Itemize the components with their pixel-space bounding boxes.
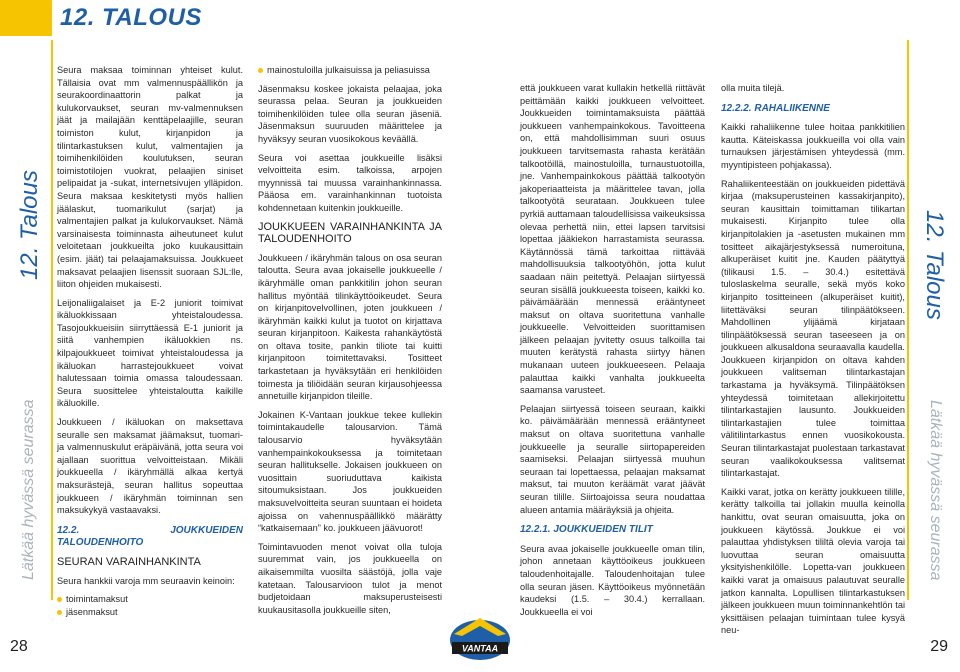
- column-2: [258, 64, 442, 622]
- paragraph: Jokainen K-Vantaan joukkue tekee kullekin toimintakaudelle talousarvion. Tämä talousarvio hyväksytään vanhempainkokouksessa ja toimitetaan seuran hallitukselle. Jokaisen joukkueen on vuosittain suoriuduttava kaikista sitoumuksistaan. Jos joukkueiden maksuvelvoitteita seuran suuntaan ei hoideta ajoissa on vahennuspäällikkö määrätty “katkaisemaan” ko. joukkueen jäävuorot!: [258, 409, 442, 534]
- paragraph: Kaikki rahaliikenne tulee hoitaa pankkitilien kautta. Käteiskassa joukkueilla voi olla vain turnauksen järjestämisen yhteydessä (mm. myyntipisteen pohjakassa).: [721, 122, 905, 170]
- right-side-strip: [914, 40, 954, 600]
- paragraph: Seura avaa jokaiselle joukkueelle oman tilin, johon annetaan käyttöoikeus joukkueen taloudenhoitajalle. Taloudenhoitajan tulee olla seuran jäsen. Käyttöoikeus myönnetään kaudeksi (1.5. – 30.4.) kerrallaan. Joukkueella ei voi: [520, 543, 705, 617]
- list-item: toimintamaksut: [57, 593, 243, 606]
- paragraph: Leijonaliigalaiset ja E-2 juniorit toimivat ikäluokkissaan yhteistaloudessa. Tasojoukkueisiin siirryttäessä E-1 juniorit ja siitä vanhempien ikäluokkien ns. kilpajoukkueet toimivat yhteistaloudessa ja ikäluokan harrastejoukkueet voivat halutessaan toimia omassa taloudessaan. Seura suosittelee yhteistaloutta kaikille ikäluokille.: [57, 297, 243, 409]
- left-side-strip: [8, 40, 48, 600]
- list-item: mainostuloilla julkaisuissa ja peliasuissa: [258, 64, 442, 77]
- side-chapter-right: 12. Talous: [921, 210, 948, 320]
- subsection-heading: JOUKKUEEN VARAINHANKINTA JA TALOUDENHOITO: [258, 220, 442, 246]
- column-3: [520, 82, 705, 624]
- section-heading: 12.2.1. JOUKKUEIDEN TILIT: [520, 524, 653, 536]
- paragraph: Seura voi asettaa joukkueille lisäksi velvoitteita esim. talkoissa, arpojen myynnissä tai muussa varainhankinnassa. Pääosa em. varainhankinnan tuotoista kohdennetaan kuitenkin joukkueille.: [258, 152, 442, 213]
- page-number-left: 28: [10, 638, 28, 655]
- paragraph: Jäsenmaksu koskee jokaista pelaajaa, joka seurassa pelaa. Seuran ja joukkueiden toimihenkilöiden tulee olla seuran jäseniä. Jäsenmaksun suuruuden määrittelee ja hyväksyy seuran vuosikokous keväällä.: [258, 83, 442, 144]
- section-heading: 12.2.2. RAHALIIKENNE: [721, 102, 830, 114]
- paragraph: Kaikki varat, jotka on kerätty joukkueen tilille, kerätty talkoilla tai jollakin muulla keinolla hankittu, ovat seuran omaisuutta, joka on joukkueen käytössä. Joukkue ei voi palauttaa yhdistyksen tililtä olevia varoja tai luovuttaa seuran omaisuutta yksityishenkilölle. Lopetta-van joukkueen kaikki varat ja omaisuus palautuvat seuralle jatkon kannalta. Lopullisen tilintarkastuksen jälkeen joukkueen muun toiminnankehtlön tai yksittäisen pelaajan tuimintaan tulee kysyä neu-: [721, 486, 905, 636]
- list-item: jäsenmaksut: [57, 606, 243, 619]
- page-number-right: 29: [930, 638, 948, 655]
- paragraph: Rahaliikenteestään on joukkueiden pidettävä kirjaa (maksuperusteinen kassakirjanpito), seuran kausittain toimittaman tilikartan mukaisesti. Kirjanpito tulee olla kirjanpitolakien ja -asetusten mukainen mm tositteet aikajärjestyksessä numeroituna, alkuperäiset kuitit jne. Kauden päätyttyä (tilikausi 1.5. – 30.4.) esitettävä tuloslaskelma seuralle, sekä myös koko kirjanpito tositteineen (alkuperäiset kuitit), liitettäväksi seuran tilinpäätökseen. Mahdollinen ylijäämä kirjataan tilinpäätöksessä seuran taseeseen ja on joukkueen alkusaldona seuraavalla kaudella. Joukkueen kirjanpidon on oltava kahden joukkueen valitseman tilintarkastajan tarkastama ja hyväksymä. Tilinpäätöksen yhteydessä toimitetaan allekirjoitettu tilintarkastajien lausunto. Joukkueiden tilintarkastajien tulee toimittaa välitilintarkastus ennen vuosikokousta. Seuran tilintarkastajat puolestaan tarkastavat seuran vaalikokouksessa valitsemat tilintarkastajat.: [721, 178, 905, 479]
- paragraph: Seura hankkii varoja mm seuraavin keinoin:: [57, 575, 235, 586]
- bullet-list: [258, 64, 442, 77]
- header-color-band: [0, 0, 52, 36]
- top-bar: [0, 0, 960, 36]
- subsection-heading: SEURAN VARAINHANKINTA: [57, 555, 201, 568]
- paragraph: Toimintavuoden menot voivat olla tuloja suuremmat vain, jos joukkueella on aikaisemmilta vuosilta säästöjä, jolla vaje katetaan. Talousarvioon tulot ja menot budjetoidaan maksuperusteisesti kuukausitasolla joukkueille siten,: [258, 541, 442, 615]
- chapter-heading: 12. TALOUS: [60, 4, 202, 31]
- bullet-list: [57, 593, 243, 618]
- column-1: [57, 64, 243, 624]
- paragraph: Seura maksaa toiminnan yhteiset kulut. Tällaisia ovat mm valmennuspäällikön ja seurakoordinaattorin palkat ja kulukorvaukset, seuran mv-valmennuksen jäät ja mailajään kenttäpelaajille, seuran toimiston kulut, kirjanpidon ja tilintarkastuksen kulut, valmentajien ja toimihenkilöiden koulutuksen, seuran toimistotilojen vuokrat, pelaajien siniset pelipaidat ja -sukat, internetsivujen ylläpidon. Seura maksaa keskitetysti myös hallien jäälaskut, tuomarikulut (sarjat) ja valmentajien palkat ja kulukorvaukset. Nämä varsinaisesta toiminnasta aiheutuneet kulut veloitetaan joukkueilta joko kuukausittain (esim. jäät) tai pelaajamaksuissa. Joukkueet maksavat pelaajien lisenssit suoraan SJL:lle, liiton ohjeiden mukaisesti.: [57, 65, 243, 290]
- column-4: [721, 82, 905, 643]
- logo-text: VANTAA: [461, 643, 499, 654]
- side-chapter-left: 12. Talous: [16, 170, 43, 280]
- paragraph: Joukkueen / ikäluokan on maksettava seuralle sen maksamat jäämaksut, tuomari- ja valmennuskulut eräpäivänä, jotta seura voi ajallaan suorittua velvoitteistaan. Mikäli joukkueella / ikäryhmällä alkaa kertyä maksurästejä, seuran hallitus sopeuttaa joukkueen / ikäryhmän toiminnan sen maksukykyä vastaavaksi.: [57, 417, 243, 516]
- vantaa-logo: [440, 612, 520, 664]
- paragraph: Joukkueen / ikäryhmän talous on osa seuran taloutta. Seura avaa jokaiselle joukkueelle / ikäryhmälle oman pankkitilin johon seuran hallitus myöntää tilinkäyttöoikeudet. Seura on kirjanpitovelvollinen, joten joukkueen / ikäryhmän kaikki kulut ja tuotot on kirjattava seuran kirjanpitoon. Kaikesta rahankäytöstä on oltava tosite, pankin tiliote tai kuitti kirjanpitoon toimitettavaksi. Tositteet tarkastetaan ja hyväksytään eri henkilöiden toimesta ja tiliöidään seuran kirjausohjeessa annetuille kirjanpidon tileille.: [258, 252, 442, 402]
- paragraph: Pelaajan siirtyessä toiseen seuraan, kaikki ko. päivämäärään mennessä erääntyneet maksut on oltava suoritettuna vanhalle joukkueelle ja seuralle siirtopapereiden saamiseksi. Pelaajan siirtyessä muuhun seuraan tai lopettaessa, pelaajan maksamat maksut, tai muuton keräämät varat jäävät seuran tilille. Siirtoajoissa seura noudattaa alueen antamia määräyksiä ja ohjeita.: [520, 403, 705, 515]
- right-divider: [907, 40, 909, 600]
- side-motto-left: Lätkää hyvässä seurassa: [20, 399, 37, 580]
- section-heading: 12.2. JOUKKUEIDEN TALOUDENHOITO: [57, 524, 243, 549]
- paragraph: olla muita tilejä.: [721, 83, 785, 93]
- left-divider: [51, 40, 53, 600]
- paragraph: että joukkueen varat kullakin hetkellä riittävät peittämään kaikki joukkueen velvoitteet. Joukkueiden toimintamaksuista päättää joukkueen vanhempainkokous. Tavoitteena on, että mahdollisimman suuri osuus joukkueen tarvitsemasta rahasta kerätään talkootöillä, mainostuloilla, turnaustuotoilla, jne. Vanhempainkokous päättää talkootyön jakoperiaatteista ja määrittelee tavan, jolla talkootyötä seurataan. Joukkueen tulee pyrkiä auttamaan taloudellisissa vaikeuksissa olevaa perhettä niin, ettei lapsen tarvitsisi lopettaa jääkiekon harrastamista seurassa. Käytännössä tämä tarkoittaa riittävää mahdollisuuksia talkootyöhön, jotta kulut saadaan näin peitettyä. Pelaajan siirtyessä seuran sisällä joukkueesta toiseen, kaikki ko. päivämäärään mennessä erääntyneet maksut on oltava suoritettuna vanhalle joukkueelle. Velvoitteiden suorittamisen jälkeen pelaajan jyvitetty osuus talkoilla tai muuten kerätystä rahasta siirtyy hänen mukanaan uuteen joukkueeseen. Pelaaja palauttaa kaikki vanhalta joukkueelta saamansa varusteet.: [520, 83, 705, 396]
- side-motto-right: Lätkää hyvässä seurassa: [927, 400, 944, 581]
